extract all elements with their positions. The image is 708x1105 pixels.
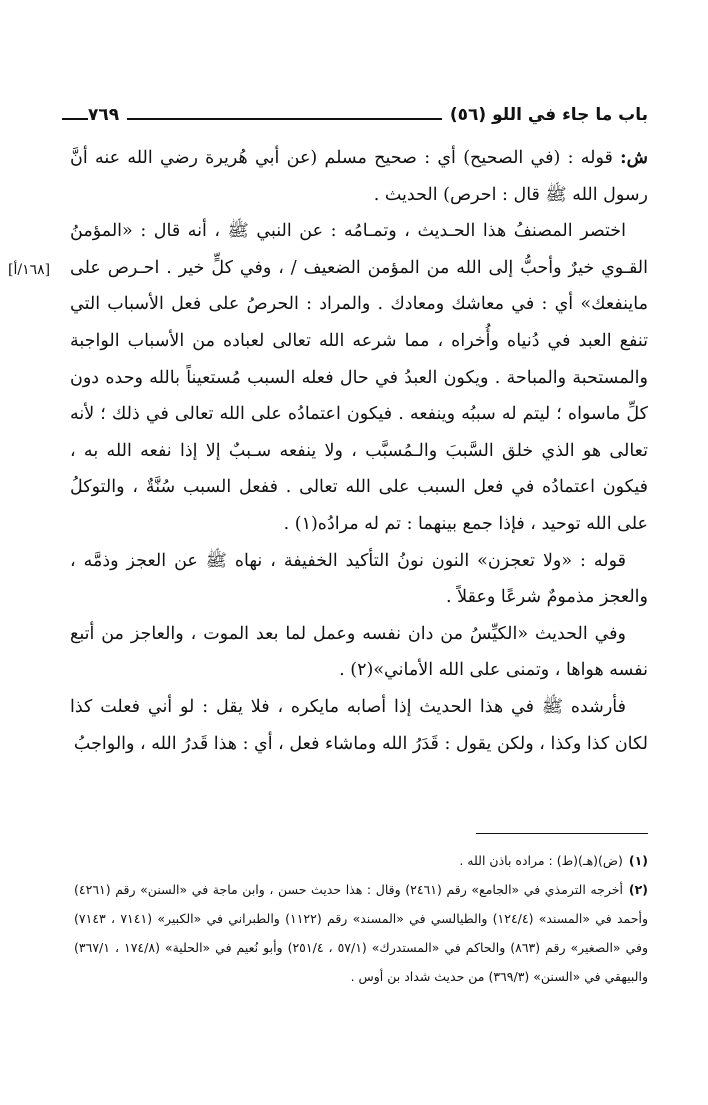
footnote [74,846,648,875]
footnote-number: (١) [628,853,648,868]
header-dash [62,118,88,120]
margin-folio-note: [١٦٨/أ] [8,262,51,278]
paragraph: قوله : «ولا تعجزن» النون نونُ التأكيد الخفيفة ، نهاه ﷺ عن العجز وذمَّه ، والعجز مذمومٌ شرعًا وعقلاً . [70,550,648,608]
paragraph: اختصر المصنفُ هذا الحـديث ، وتمـامُه : عن النبي ﷺ ، أنه قال : «المؤمنُ القـوي خيرٌ وأحبُّ إلى الله من المؤمن الضعيف / ، وفي كلٍّ خير . احـرص على ماينفعك» أي : في معاشك ومعادك . والمراد : الحرصُ على فعل الأسباب التي تنفع العبد في دُنياه وأُخراه ، مما شرعه الله تعالى لعباده من الأسباب الواجبة والمستحبة والمباحة . ويكون العبدُ في حال فعله السبب مُستعيناً بالله وحده دون كلِّ ماسواه ؛ ليتم له سببُه وينفعه . فيكون اعتمادُه على الله تعالى في ذلك ؛ لأنه تعالى هو الذي خلق السَّببَ والـمُسبَّب ، ولا ينفعه سـببٌ إلا إذا نفعه الله به ، فيكون اعتمادُه في فعل السبب على الله تعالى . ففعل السبب سُنَّةٌ ، والتوكلُ على الله توحيد ، فإذا جمع بينهما : تم له مرادُه(١) . [70,221,648,534]
footnote-text: (ض)(هـ)(ط) : مراده باذن الله . [459,853,623,868]
main-text [70,140,648,762]
footnote-number: (٢) [628,882,648,897]
footnote [74,875,648,991]
header-rule [127,118,442,120]
paragraph: وفي الحديث «الكيِّسُ من دان نفسه وعمل لما بعد الموت ، والعاجز من أتبع نفسه هواها ، وتمنى على الله الأماني»(٢) . [70,623,648,681]
running-header [62,94,648,124]
chapter-title: باب ما جاء في اللو (٥٦) [449,105,648,125]
paragraph-text: قوله : (في الصحيح) أي : صحيح مسلم (عن أبي هُريرة رضي الله عنه أنَّ رسول الله ﷺ قال : احرص) الحديث . [70,148,648,205]
page-number: ٧٦٩ [88,105,120,125]
footnote-text: أخرجه الترمذي في «الجامع» رقم (٢٤٦١) وقال : هذا حديث حسن ، وابن ماجة في «السنن» رقم (٤٢٦١) وأحمد في «المسند» (١٢٤/٤) والطيالسي في «المسند» رقم (١١٢٢) والطبراني في «الكبير» (٧١٤١ ، ٧١٤٣) وفي «الصغير» رقم (٨٦٣) والحاكم في «المستدرك» (٥٧/١ ، ٢٥١/٤) وأبو نُعيم في «الحلية» (١٧٤/٨ ، ٣٦٧/١) والبيهقي في «السنن» (٣٦٩/٣) من حديث شداد بن أوس . [74,882,648,984]
footnote-separator [476,833,648,834]
paragraph: فأرشده ﷺ في هذا الحديث إذا أصابه مايكره ، فلا يقل : لو أني فعلت كذا لكان كذا وكذا ، ولكن يقول : قَدَرُ الله وماشاء فعل ، أي : هذا قَدرُ الله ، والواجبُ [70,696,648,754]
commentary-marker: ش: [620,148,648,168]
paragraph [70,140,648,213]
footnotes [74,846,648,991]
